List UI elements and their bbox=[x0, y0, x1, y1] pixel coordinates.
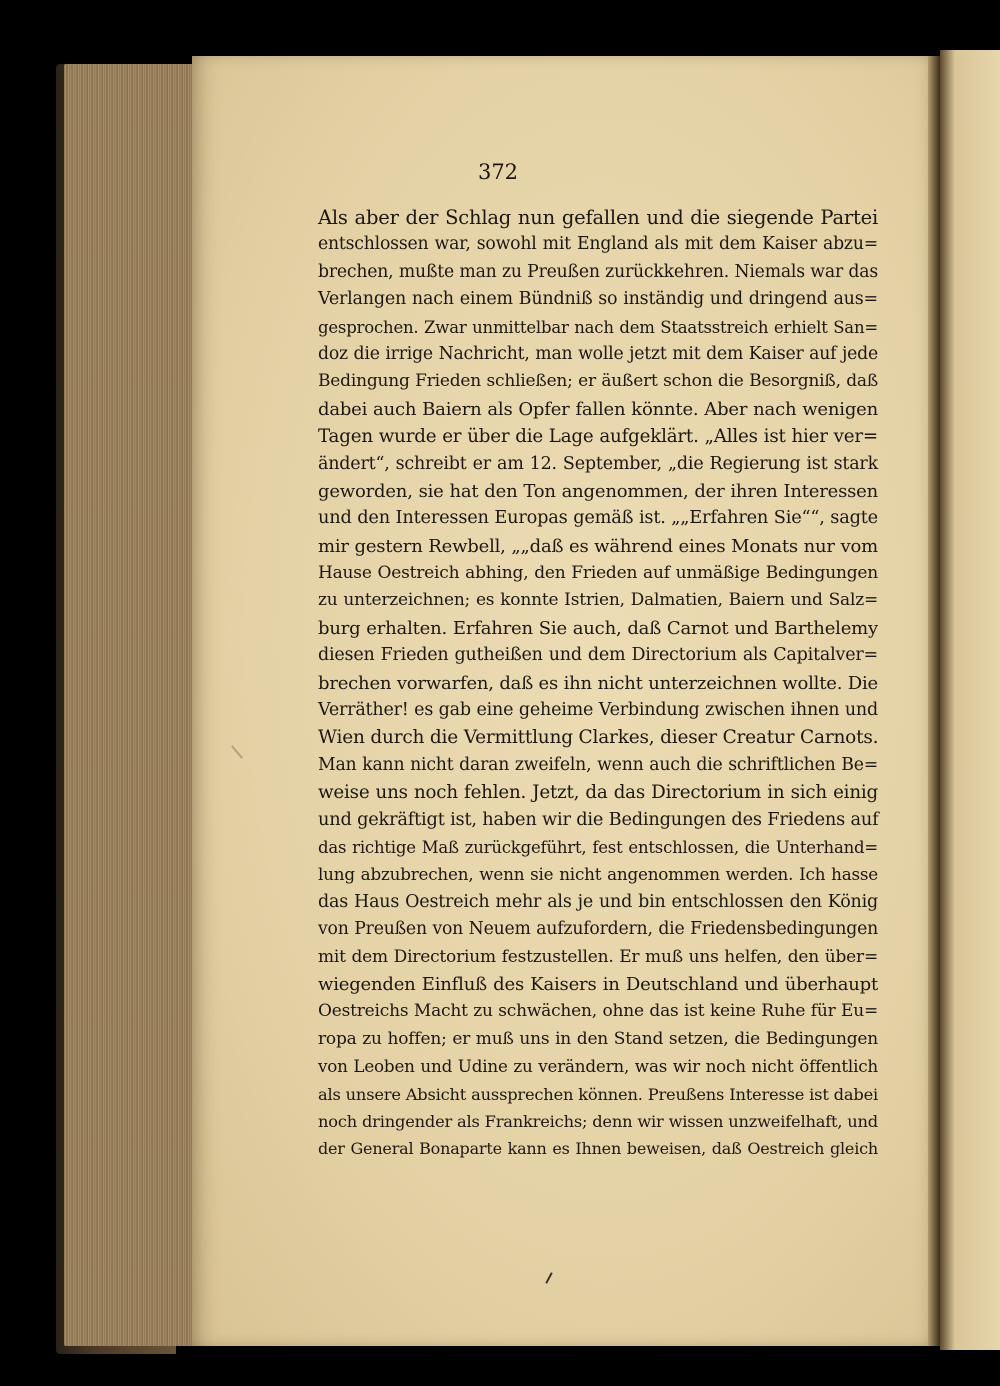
text-line: brechen, mußte man zu Preußen zurückkehren. Niemals war das bbox=[318, 261, 878, 282]
facing-page-edge bbox=[940, 50, 1000, 1350]
text-line: Hause Oestreich abhing, den Frieden auf unmäßige Bedingungen bbox=[318, 563, 878, 584]
text-line: das richtige Maß zurückgeführt, fest entschlossen, die Unterhand= bbox=[318, 837, 878, 857]
text-line: und gekräftigt ist, haben wir die Bedingungen des Friedens auf bbox=[318, 809, 879, 830]
text-line: und den Interessen Europas gemäß ist. „„Erfahren Sie““, sagte bbox=[318, 508, 878, 529]
text-line: Als aber der Schlag nun gefallen und die siegende Partei bbox=[318, 206, 878, 229]
text-line: gesprochen. Zwar unmittelbar nach dem Staatsstreich erhielt San= bbox=[318, 317, 878, 337]
text-line: weise uns noch fehlen. Jetzt, da das Directorium in sich einig bbox=[318, 782, 878, 804]
text-line: das Haus Oestreich mehr als je und bin entschlossen den König bbox=[318, 891, 878, 912]
text-line: Man kann nicht daran zweifeln, wenn auch die schriftlichen Be= bbox=[318, 754, 878, 775]
page-edges bbox=[64, 64, 194, 1346]
page-gutter bbox=[928, 56, 940, 1346]
body-text bbox=[318, 204, 878, 1163]
text-line: als unsere Absicht aussprechen können. Preußens Interesse ist dabei bbox=[318, 1084, 878, 1104]
text-line: von Preußen von Neuem aufzufordern, die Friedensbedingungen bbox=[318, 919, 878, 940]
text-line: lung abzubrechen, wenn sie nicht angenommen werden. Ich hasse bbox=[318, 864, 878, 885]
text-line: geworden, sie hat den Ton angenommen, der ihren Interessen bbox=[318, 480, 878, 502]
text-line: Verlangen nach einem Bündniß so inständig und dringend aus= bbox=[318, 289, 878, 310]
text-line: noch dringender als Frankreichs; denn wir wissen unzweifelhaft, und bbox=[318, 1111, 879, 1131]
text-line: Bedingung Frieden schließen; er äußert schon die Besorgniß, daß bbox=[318, 371, 878, 392]
page-number: 372 bbox=[477, 160, 519, 184]
text-line: von Leoben und Udine zu verändern, was wir noch nicht öffentlich bbox=[318, 1056, 878, 1077]
text-line: mir gestern Rewbell, „„daß es während eines Monats nur vom bbox=[318, 535, 878, 557]
text-line: ändert“, schreibt er am 12. September, „die Regierung ist stark bbox=[318, 453, 878, 474]
text-line: mit dem Directorium festzustellen. Er muß uns helfen, den über= bbox=[318, 946, 878, 967]
text-line: Wien durch die Vermittlung Clarkes, dieser Creatur Carnots. bbox=[318, 727, 879, 749]
text-line: diesen Frieden gutheißen und dem Directorium als Capitalver= bbox=[318, 645, 878, 666]
text-line: der General Bonaparte kann es Ihnen beweisen, daß Oestreich gleich bbox=[318, 1139, 878, 1159]
text-line: entschlossen war, sowohl mit England als mit dem Kaiser abzu= bbox=[318, 234, 878, 255]
text-line: wiegenden Einfluß des Kaisers in Deutschland und überhaupt bbox=[318, 973, 878, 995]
text-line: zu unterzeichnen; es konnte Istrien, Dalmatien, Baiern und Salz= bbox=[318, 590, 878, 611]
text-line: burg erhalten. Erfahren Sie auch, daß Carnot und Barthelemy bbox=[318, 617, 878, 639]
text-line: ropa zu hoffen; er muß uns in den Stand setzen, die Bedingungen bbox=[318, 1028, 878, 1049]
text-line: Tagen wurde er über die Lage aufgeklärt. „Alles ist hier ver= bbox=[318, 426, 878, 448]
text-line: dabei auch Baiern als Opfer fallen könnte. Aber nach wenigen bbox=[318, 398, 878, 420]
text-line: brechen vorwarfen, daß es ihn nicht unterzeichnen wollte. Die bbox=[318, 672, 878, 694]
text-line: Oestreichs Macht zu schwächen, ohne das ist keine Ruhe für Eu= bbox=[318, 1001, 878, 1022]
text-line: Verräther! es gab eine geheime Verbindung zwischen ihnen und bbox=[318, 700, 878, 721]
text-line: doz die irrige Nachricht, man wolle jetzt mit dem Kaiser auf jede bbox=[318, 343, 878, 364]
